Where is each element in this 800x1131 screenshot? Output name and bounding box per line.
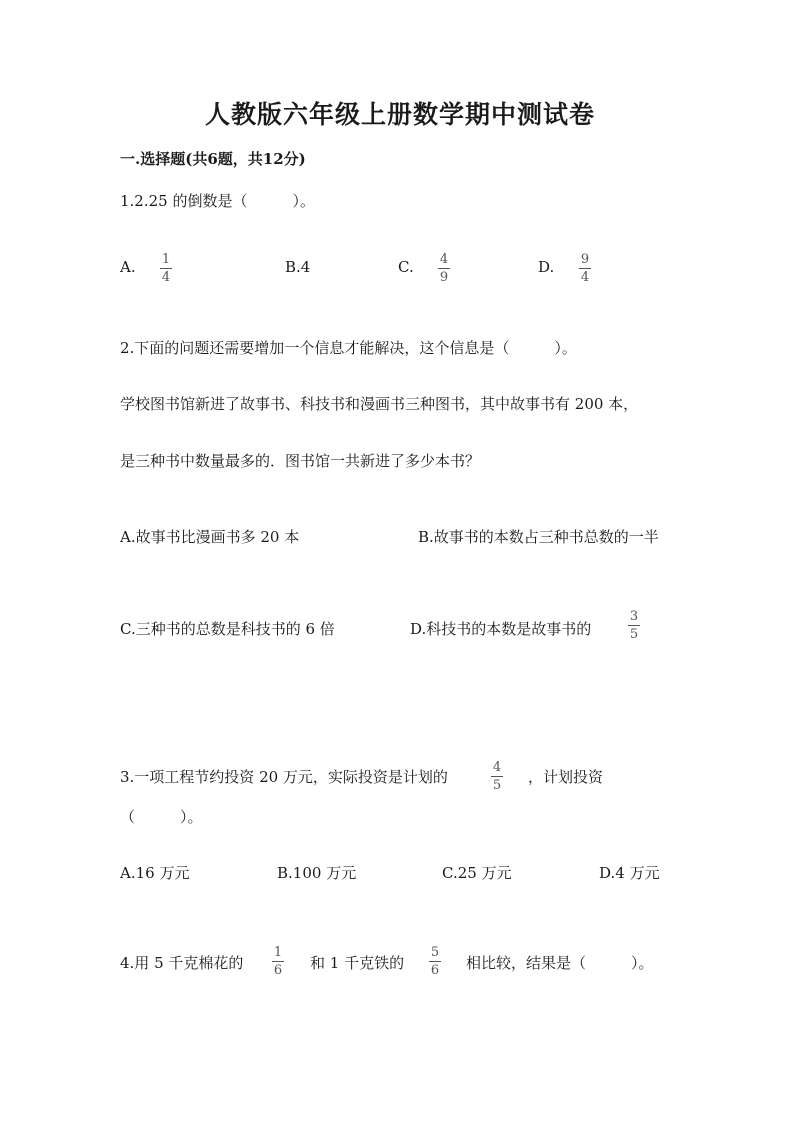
q2-option-a: A.故事书比漫画书多 20 本 xyxy=(120,528,300,546)
q2-option-c: C.三种书的总数是科技书的 6 倍 xyxy=(120,620,335,638)
denominator: 9 xyxy=(439,270,449,285)
denominator: 5 xyxy=(492,778,502,793)
fraction-bar xyxy=(438,268,450,269)
question-2-context-line-1: 学校图书馆新进了故事书、科技书和漫画书三种图书，其中故事书有 200 本， xyxy=(120,395,639,413)
q2-option-d-fraction xyxy=(628,609,640,642)
denominator: 4 xyxy=(161,270,171,285)
section-heading: 一.选择题(共6题，共12分) xyxy=(120,150,306,168)
q2-option-d: D.科技书的本数是故事书的 xyxy=(410,620,592,638)
q1-option-a-fraction xyxy=(160,252,172,285)
question-3-stem-end: （ ）。 xyxy=(120,808,203,826)
fraction-bar xyxy=(272,961,284,962)
question-4-part-3: 相比较，结果是（ ）。 xyxy=(466,954,654,972)
numerator: 4 xyxy=(439,252,449,267)
q1-option-b: B.4 xyxy=(285,258,311,276)
question-4-part-2: 和 1 千克铁的 xyxy=(310,954,405,972)
q3-option-d: D.4 万元 xyxy=(599,864,660,882)
question-4-part-1: 4.用 5 千克棉花的 xyxy=(120,954,244,972)
q3-fraction xyxy=(491,760,503,793)
numerator: 4 xyxy=(492,760,502,775)
denominator: 6 xyxy=(273,963,283,978)
q1-option-c-fraction xyxy=(438,252,450,285)
q1-option-a-label: A. xyxy=(120,258,136,276)
denominator: 6 xyxy=(430,963,440,978)
fraction-bar xyxy=(579,268,591,269)
question-2-stem: 2.下面的问题还需要增加一个信息才能解决，这个信息是（ ）。 xyxy=(120,339,577,357)
fraction-bar xyxy=(429,961,441,962)
numerator: 1 xyxy=(161,252,171,267)
numerator: 1 xyxy=(273,945,283,960)
q3-option-c: C.25 万元 xyxy=(442,864,512,882)
q4-fraction-2 xyxy=(429,945,441,978)
q4-fraction-1 xyxy=(272,945,284,978)
question-3-stem-middle: ，计划投资 xyxy=(528,768,604,786)
q1-option-d-fraction xyxy=(579,252,591,285)
question-1-stem: 1.2.25 的倒数是（ ）。 xyxy=(120,192,315,210)
fraction-bar xyxy=(160,268,172,269)
q3-option-b: B.100 万元 xyxy=(277,864,357,882)
q1-option-d-label: D. xyxy=(538,258,555,276)
q2-option-b: B.故事书的本数占三种书总数的一半 xyxy=(418,528,659,546)
page-title: 人教版六年级上册数学期中测试卷 xyxy=(204,100,595,129)
question-2-context-line-2: 是三种书中数量最多的．图书馆一共新进了多少本书？ xyxy=(120,452,481,470)
q3-option-a: A.16 万元 xyxy=(120,864,190,882)
fraction-bar xyxy=(491,776,503,777)
denominator: 4 xyxy=(580,270,590,285)
numerator: 5 xyxy=(430,945,440,960)
question-3-stem-start: 3.一项工程节约投资 20 万元，实际投资是计划的 xyxy=(120,768,448,786)
fraction-bar xyxy=(628,625,640,626)
numerator: 3 xyxy=(629,609,639,624)
numerator: 9 xyxy=(580,252,590,267)
denominator: 5 xyxy=(629,627,639,642)
q1-option-c-label: C. xyxy=(398,258,414,276)
